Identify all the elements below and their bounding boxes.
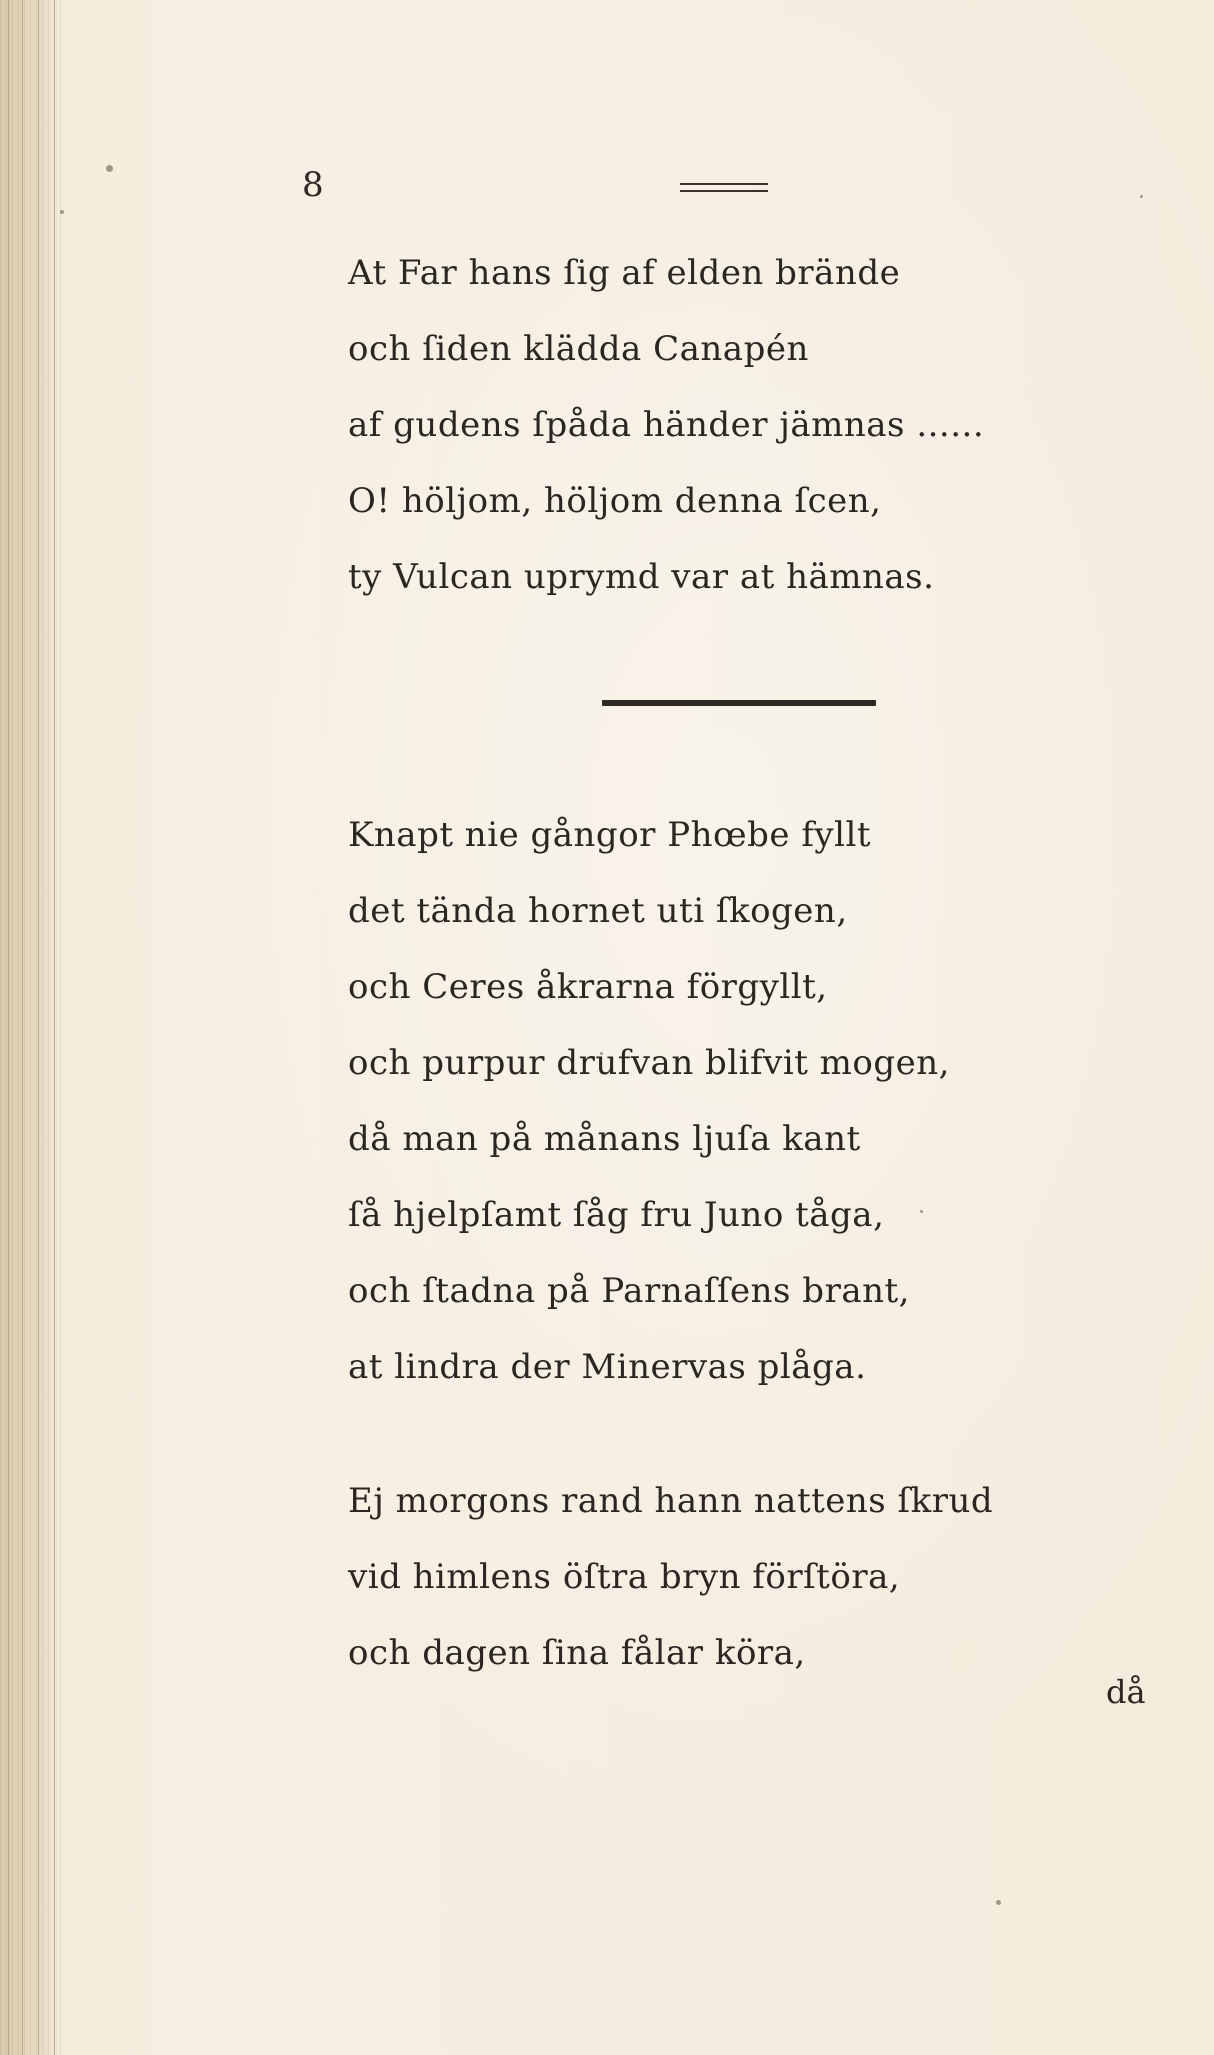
stanza-1 [348, 253, 985, 636]
page-number: 8 [302, 165, 324, 205]
header-rule [680, 183, 768, 185]
binding-gutter [0, 0, 62, 2055]
verse-line: och dagen ſina fålar köra, [348, 1633, 806, 1673]
verse-line: O! höljom, höljom denna ſcen, [348, 481, 882, 521]
verse-line: det tända hornet uti ſkogen, [348, 891, 848, 931]
verse-line: och purpur drufvan blifvit mogen, [348, 1043, 950, 1083]
verse-line: och ſtadna på Parnaſſens brant, [348, 1271, 910, 1311]
verse-line: at lindra der Minervas plåga. [348, 1347, 867, 1387]
verse-line: då man på månans ljuſa kant [348, 1119, 861, 1159]
gutter-edge-line [38, 0, 39, 2055]
verse-line: Ej morgons rand hann nattens ſkrud [348, 1481, 994, 1521]
stanza-3 [348, 1481, 994, 1712]
verse-line: och Ceres åkrarna förgyllt, [348, 967, 828, 1007]
header-rule [680, 190, 768, 192]
verse-line: af gudens ſpåda händer jämnas ...... [348, 405, 985, 445]
verse-line: vid himlens öſtra bryn förſtöra, [348, 1557, 901, 1597]
verse-line: Knapt nie gångor Phœbe fyllt [348, 815, 872, 855]
stanza-2 [348, 815, 950, 1426]
verse-line: ty Vulcan uprymd var at hämnas. [348, 557, 935, 597]
section-divider [602, 700, 876, 706]
gutter-edge-line [8, 0, 9, 2055]
verse-line: och ſiden klädda Canapén [348, 329, 809, 369]
gutter-edge-line [54, 0, 55, 2055]
catchword: då [1106, 1673, 1146, 1711]
verse-line: At Far hans ſig af elden brände [348, 253, 901, 293]
gutter-edge-line [22, 0, 23, 2055]
verse-line: ſå hjelpſamt ſåg fru Juno tåga, [348, 1195, 885, 1235]
